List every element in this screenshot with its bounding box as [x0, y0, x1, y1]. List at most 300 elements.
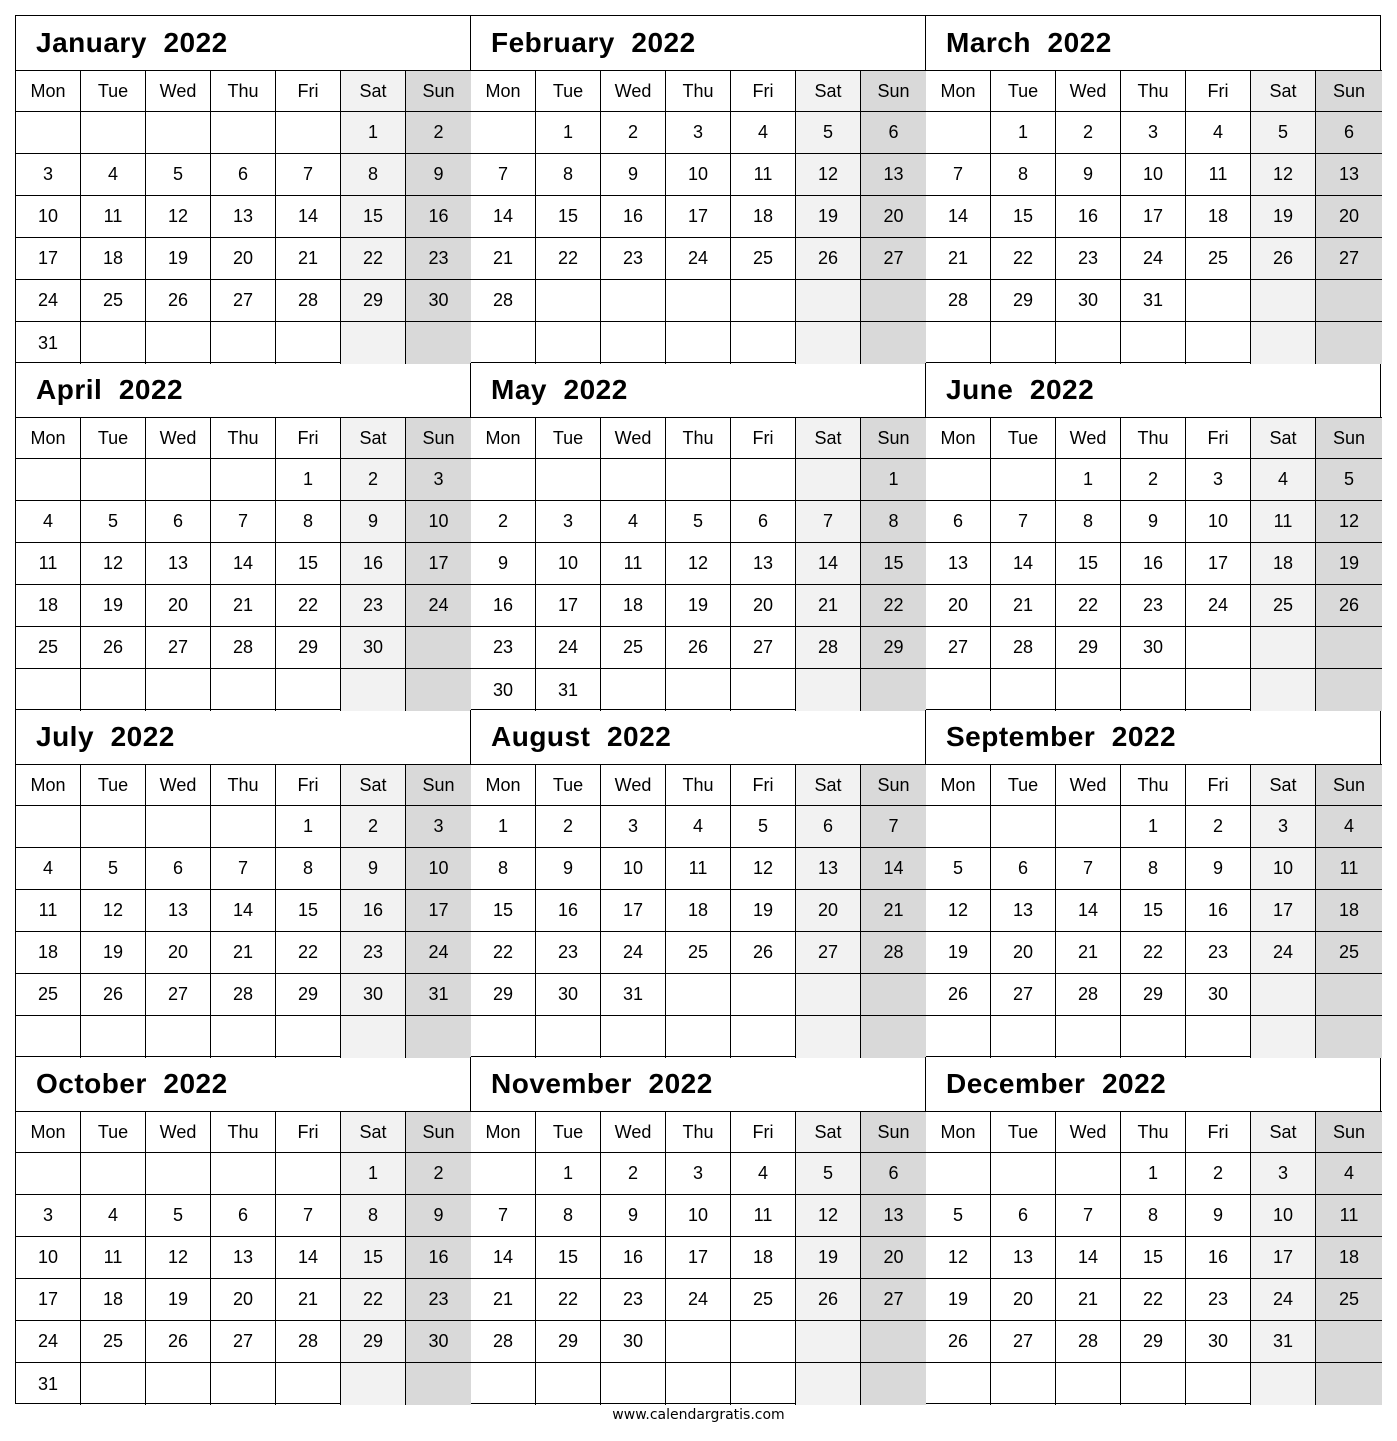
day-cell: 27 [861, 1279, 926, 1321]
empty-day-cell [601, 1363, 666, 1405]
day-cell: 5 [926, 848, 991, 890]
day-cell: 21 [211, 932, 276, 974]
day-cell: 19 [146, 1279, 211, 1321]
day-cell: 20 [146, 585, 211, 627]
month-title-text: March 2022 [946, 27, 1112, 58]
day-cell: 12 [926, 890, 991, 932]
day-cell: 29 [861, 627, 926, 669]
weekday-header-sun: Sun [406, 765, 471, 806]
day-cell: 15 [276, 890, 341, 932]
day-cell: 4 [81, 154, 146, 196]
day-cell: 28 [276, 1321, 341, 1363]
weekday-header-sat: Sat [341, 1112, 406, 1153]
day-cell: 24 [1251, 1279, 1316, 1321]
month-january [16, 16, 471, 363]
day-cell: 9 [471, 543, 536, 585]
day-cell: 11 [1186, 154, 1251, 196]
day-cell: 8 [536, 154, 601, 196]
empty-day-cell [861, 1016, 926, 1058]
day-cell: 21 [1056, 932, 1121, 974]
weekday-header-sun: Sun [1316, 765, 1382, 806]
day-cell: 20 [861, 196, 926, 238]
day-cell: 3 [1251, 806, 1316, 848]
day-cell: 11 [601, 543, 666, 585]
empty-day-cell [211, 669, 276, 711]
empty-day-cell [601, 669, 666, 711]
month-grid [16, 765, 470, 1056]
month-title-text: December 2022 [946, 1068, 1167, 1099]
day-cell: 23 [601, 238, 666, 280]
weekday-header-mon: Mon [926, 1112, 991, 1153]
day-cell: 13 [146, 543, 211, 585]
day-cell: 13 [991, 1237, 1056, 1279]
day-cell: 4 [81, 1195, 146, 1237]
day-cell: 9 [601, 1195, 666, 1237]
month-grid [471, 71, 925, 362]
weekday-header-sun: Sun [406, 71, 471, 112]
day-cell: 16 [601, 196, 666, 238]
day-cell: 5 [1316, 459, 1382, 501]
weekday-header-thu: Thu [1121, 765, 1186, 806]
day-cell: 6 [146, 848, 211, 890]
day-cell: 8 [276, 501, 341, 543]
month-grid [471, 418, 925, 709]
empty-day-cell [146, 669, 211, 711]
day-cell: 22 [341, 238, 406, 280]
empty-day-cell [276, 1363, 341, 1405]
day-cell: 15 [1121, 890, 1186, 932]
empty-day-cell [81, 112, 146, 154]
empty-day-cell [536, 1363, 601, 1405]
day-cell: 19 [796, 196, 861, 238]
day-cell: 13 [861, 1195, 926, 1237]
empty-day-cell [1316, 280, 1382, 322]
day-cell: 23 [406, 238, 471, 280]
empty-day-cell [211, 322, 276, 364]
weekday-header-tue: Tue [991, 765, 1056, 806]
day-cell: 20 [211, 1279, 276, 1321]
day-cell: 27 [211, 1321, 276, 1363]
empty-day-cell [1316, 1016, 1382, 1058]
day-cell: 9 [1186, 848, 1251, 890]
weekday-header-sun: Sun [1316, 418, 1382, 459]
empty-day-cell [601, 459, 666, 501]
weekday-header-sat: Sat [796, 418, 861, 459]
day-cell: 3 [1186, 459, 1251, 501]
weekday-header-sun: Sun [406, 1112, 471, 1153]
weekday-header-thu: Thu [1121, 1112, 1186, 1153]
day-cell: 30 [341, 974, 406, 1016]
month-february [471, 16, 926, 363]
day-cell: 24 [1251, 932, 1316, 974]
day-cell: 6 [1316, 112, 1382, 154]
day-cell: 1 [536, 1153, 601, 1195]
weekday-header-sat: Sat [1251, 71, 1316, 112]
weekday-header-sat: Sat [796, 71, 861, 112]
weekday-header-wed: Wed [146, 765, 211, 806]
empty-day-cell [1251, 974, 1316, 1016]
weekday-header-fri: Fri [276, 71, 341, 112]
day-cell: 5 [731, 806, 796, 848]
day-cell: 16 [406, 1237, 471, 1279]
day-cell: 24 [1121, 238, 1186, 280]
day-cell: 25 [731, 1279, 796, 1321]
empty-day-cell [471, 1016, 536, 1058]
weekday-header-sat: Sat [341, 71, 406, 112]
weekday-header-sun: Sun [1316, 1112, 1382, 1153]
empty-day-cell [731, 459, 796, 501]
day-cell: 17 [16, 1279, 81, 1321]
day-cell: 21 [861, 890, 926, 932]
day-cell: 1 [1056, 459, 1121, 501]
empty-day-cell [536, 280, 601, 322]
day-cell: 27 [731, 627, 796, 669]
day-cell: 8 [991, 154, 1056, 196]
day-cell: 27 [926, 627, 991, 669]
day-cell: 7 [991, 501, 1056, 543]
month-october [16, 1057, 471, 1403]
empty-day-cell [1121, 1363, 1186, 1405]
day-cell: 2 [341, 459, 406, 501]
day-cell: 11 [1316, 848, 1382, 890]
day-cell: 30 [1121, 627, 1186, 669]
day-cell: 7 [861, 806, 926, 848]
empty-day-cell [81, 322, 146, 364]
day-cell: 20 [211, 238, 276, 280]
day-cell: 27 [796, 932, 861, 974]
day-cell: 19 [926, 1279, 991, 1321]
day-cell: 21 [471, 1279, 536, 1321]
month-title [16, 1057, 470, 1112]
empty-day-cell [731, 322, 796, 364]
empty-day-cell [146, 112, 211, 154]
day-cell: 1 [536, 112, 601, 154]
empty-day-cell [146, 1153, 211, 1195]
day-cell: 9 [341, 848, 406, 890]
weekday-header-wed: Wed [1056, 765, 1121, 806]
weekday-header-fri: Fri [1186, 1112, 1251, 1153]
weekday-header-sat: Sat [796, 765, 861, 806]
weekday-header-wed: Wed [1056, 71, 1121, 112]
empty-day-cell [1186, 1016, 1251, 1058]
month-title [926, 16, 1382, 71]
day-cell: 21 [926, 238, 991, 280]
weekday-header-wed: Wed [146, 418, 211, 459]
weekday-header-wed: Wed [146, 1112, 211, 1153]
day-cell: 27 [991, 1321, 1056, 1363]
day-cell: 22 [861, 585, 926, 627]
day-cell: 9 [536, 848, 601, 890]
empty-day-cell [1251, 1016, 1316, 1058]
empty-day-cell [16, 669, 81, 711]
day-cell: 1 [861, 459, 926, 501]
day-cell: 26 [1316, 585, 1382, 627]
weekday-header-fri: Fri [1186, 765, 1251, 806]
weekday-header-thu: Thu [211, 71, 276, 112]
day-cell: 7 [926, 154, 991, 196]
weekday-header-mon: Mon [16, 765, 81, 806]
empty-day-cell [536, 1016, 601, 1058]
day-cell: 14 [471, 196, 536, 238]
day-cell: 2 [1186, 806, 1251, 848]
empty-day-cell [146, 322, 211, 364]
month-title [16, 16, 470, 71]
day-cell: 21 [796, 585, 861, 627]
empty-day-cell [926, 806, 991, 848]
day-cell: 14 [471, 1237, 536, 1279]
day-cell: 26 [146, 280, 211, 322]
day-cell: 2 [601, 1153, 666, 1195]
empty-day-cell [796, 1016, 861, 1058]
day-cell: 27 [146, 627, 211, 669]
empty-day-cell [666, 1016, 731, 1058]
day-cell: 26 [731, 932, 796, 974]
day-cell: 3 [1121, 112, 1186, 154]
day-cell: 14 [796, 543, 861, 585]
day-cell: 31 [16, 1363, 81, 1405]
day-cell: 21 [471, 238, 536, 280]
empty-day-cell [666, 1321, 731, 1363]
day-cell: 22 [536, 1279, 601, 1321]
day-cell: 10 [666, 154, 731, 196]
day-cell: 22 [1056, 585, 1121, 627]
day-cell: 4 [16, 848, 81, 890]
day-cell: 4 [1316, 1153, 1382, 1195]
month-september [926, 710, 1382, 1057]
weekday-header-tue: Tue [81, 765, 146, 806]
month-title [926, 1057, 1382, 1112]
day-cell: 30 [341, 627, 406, 669]
day-cell: 20 [861, 1237, 926, 1279]
weekday-header-tue: Tue [536, 765, 601, 806]
empty-day-cell [1186, 280, 1251, 322]
day-cell: 9 [406, 1195, 471, 1237]
day-cell: 17 [601, 890, 666, 932]
day-cell: 24 [406, 932, 471, 974]
weekday-header-fri: Fri [731, 765, 796, 806]
day-cell: 21 [1056, 1279, 1121, 1321]
day-cell: 4 [601, 501, 666, 543]
day-cell: 30 [1056, 280, 1121, 322]
day-cell: 22 [341, 1279, 406, 1321]
month-grid [471, 1112, 925, 1403]
day-cell: 14 [211, 890, 276, 932]
day-cell: 10 [1251, 848, 1316, 890]
empty-day-cell [731, 1363, 796, 1405]
day-cell: 28 [991, 627, 1056, 669]
day-cell: 20 [1316, 196, 1382, 238]
weekday-header-wed: Wed [1056, 418, 1121, 459]
day-cell: 3 [406, 459, 471, 501]
day-cell: 16 [341, 890, 406, 932]
weekday-header-thu: Thu [666, 418, 731, 459]
empty-day-cell [211, 1153, 276, 1195]
day-cell: 22 [536, 238, 601, 280]
year-calendar [15, 15, 1381, 1404]
day-cell: 9 [1056, 154, 1121, 196]
month-grid [926, 71, 1382, 362]
day-cell: 2 [341, 806, 406, 848]
month-grid [926, 418, 1382, 709]
weekday-header-mon: Mon [926, 765, 991, 806]
day-cell: 12 [81, 890, 146, 932]
day-cell: 6 [146, 501, 211, 543]
day-cell: 24 [666, 1279, 731, 1321]
weekday-header-fri: Fri [731, 418, 796, 459]
weekday-header-mon: Mon [471, 765, 536, 806]
empty-day-cell [81, 1016, 146, 1058]
month-april [16, 363, 471, 710]
day-cell: 19 [666, 585, 731, 627]
day-cell: 19 [796, 1237, 861, 1279]
day-cell: 30 [1186, 1321, 1251, 1363]
day-cell: 14 [211, 543, 276, 585]
day-cell: 30 [406, 1321, 471, 1363]
day-cell: 25 [1316, 1279, 1382, 1321]
day-cell: 12 [81, 543, 146, 585]
day-cell: 15 [471, 890, 536, 932]
empty-day-cell [1056, 1363, 1121, 1405]
day-cell: 30 [1186, 974, 1251, 1016]
weekday-header-wed: Wed [1056, 1112, 1121, 1153]
day-cell: 8 [1056, 501, 1121, 543]
empty-day-cell [146, 806, 211, 848]
month-title [471, 1057, 925, 1112]
weekday-header-wed: Wed [601, 418, 666, 459]
day-cell: 31 [1121, 280, 1186, 322]
empty-day-cell [341, 1016, 406, 1058]
empty-day-cell [276, 1016, 341, 1058]
weekday-header-sat: Sat [1251, 765, 1316, 806]
day-cell: 17 [16, 238, 81, 280]
empty-day-cell [81, 1363, 146, 1405]
month-grid [926, 1112, 1382, 1403]
month-december [926, 1057, 1382, 1403]
day-cell: 2 [1186, 1153, 1251, 1195]
empty-day-cell [406, 1363, 471, 1405]
day-cell: 22 [991, 238, 1056, 280]
empty-day-cell [1316, 322, 1382, 364]
day-cell: 6 [796, 806, 861, 848]
empty-day-cell [471, 1153, 536, 1195]
day-cell: 11 [731, 1195, 796, 1237]
empty-day-cell [536, 322, 601, 364]
day-cell: 7 [211, 848, 276, 890]
day-cell: 26 [796, 1279, 861, 1321]
day-cell: 28 [471, 1321, 536, 1363]
day-cell: 26 [81, 974, 146, 1016]
day-cell: 18 [1251, 543, 1316, 585]
day-cell: 28 [926, 280, 991, 322]
month-title [926, 710, 1382, 765]
weekday-header-tue: Tue [81, 1112, 146, 1153]
day-cell: 27 [146, 974, 211, 1016]
empty-day-cell [796, 1363, 861, 1405]
weekday-header-tue: Tue [81, 71, 146, 112]
day-cell: 4 [731, 112, 796, 154]
day-cell: 30 [536, 974, 601, 1016]
day-cell: 8 [1121, 1195, 1186, 1237]
day-cell: 18 [731, 1237, 796, 1279]
day-cell: 15 [341, 1237, 406, 1279]
day-cell: 9 [1121, 501, 1186, 543]
month-grid [16, 418, 470, 709]
day-cell: 23 [341, 585, 406, 627]
day-cell: 10 [16, 196, 81, 238]
day-cell: 26 [926, 974, 991, 1016]
day-cell: 24 [16, 280, 81, 322]
empty-day-cell [341, 669, 406, 711]
day-cell: 31 [16, 322, 81, 364]
day-cell: 15 [861, 543, 926, 585]
day-cell: 11 [81, 1237, 146, 1279]
day-cell: 12 [796, 1195, 861, 1237]
day-cell: 20 [146, 932, 211, 974]
day-cell: 13 [211, 196, 276, 238]
day-cell: 29 [276, 974, 341, 1016]
empty-day-cell [211, 459, 276, 501]
day-cell: 10 [601, 848, 666, 890]
month-title [926, 363, 1382, 418]
empty-day-cell [731, 1016, 796, 1058]
weekday-header-mon: Mon [16, 71, 81, 112]
day-cell: 12 [146, 196, 211, 238]
day-cell: 28 [471, 280, 536, 322]
weekday-header-fri: Fri [1186, 418, 1251, 459]
day-cell: 12 [796, 154, 861, 196]
day-cell: 24 [1186, 585, 1251, 627]
month-title-text: July 2022 [36, 721, 175, 752]
day-cell: 12 [1251, 154, 1316, 196]
day-cell: 29 [471, 974, 536, 1016]
weekday-header-sun: Sun [861, 765, 926, 806]
day-cell: 7 [276, 154, 341, 196]
day-cell: 5 [796, 1153, 861, 1195]
empty-day-cell [16, 1016, 81, 1058]
empty-day-cell [731, 669, 796, 711]
month-title-text: April 2022 [36, 374, 184, 405]
day-cell: 23 [471, 627, 536, 669]
empty-day-cell [926, 1153, 991, 1195]
day-cell: 12 [666, 543, 731, 585]
empty-day-cell [16, 1153, 81, 1195]
day-cell: 19 [1251, 196, 1316, 238]
month-title [471, 710, 925, 765]
empty-day-cell [1186, 1363, 1251, 1405]
day-cell: 25 [601, 627, 666, 669]
day-cell: 23 [406, 1279, 471, 1321]
weekday-header-thu: Thu [666, 71, 731, 112]
month-grid [926, 765, 1382, 1056]
weekday-header-fri: Fri [276, 1112, 341, 1153]
day-cell: 16 [406, 196, 471, 238]
day-cell: 3 [16, 154, 81, 196]
day-cell: 4 [1186, 112, 1251, 154]
day-cell: 17 [666, 196, 731, 238]
month-title-text: February 2022 [491, 27, 696, 58]
day-cell: 7 [1056, 848, 1121, 890]
day-cell: 2 [471, 501, 536, 543]
day-cell: 22 [276, 932, 341, 974]
empty-day-cell [1056, 1016, 1121, 1058]
empty-day-cell [861, 1321, 926, 1363]
empty-day-cell [16, 459, 81, 501]
weekday-header-thu: Thu [1121, 418, 1186, 459]
empty-day-cell [81, 669, 146, 711]
empty-day-cell [471, 459, 536, 501]
weekday-header-mon: Mon [926, 418, 991, 459]
month-title-text: September 2022 [946, 721, 1177, 752]
